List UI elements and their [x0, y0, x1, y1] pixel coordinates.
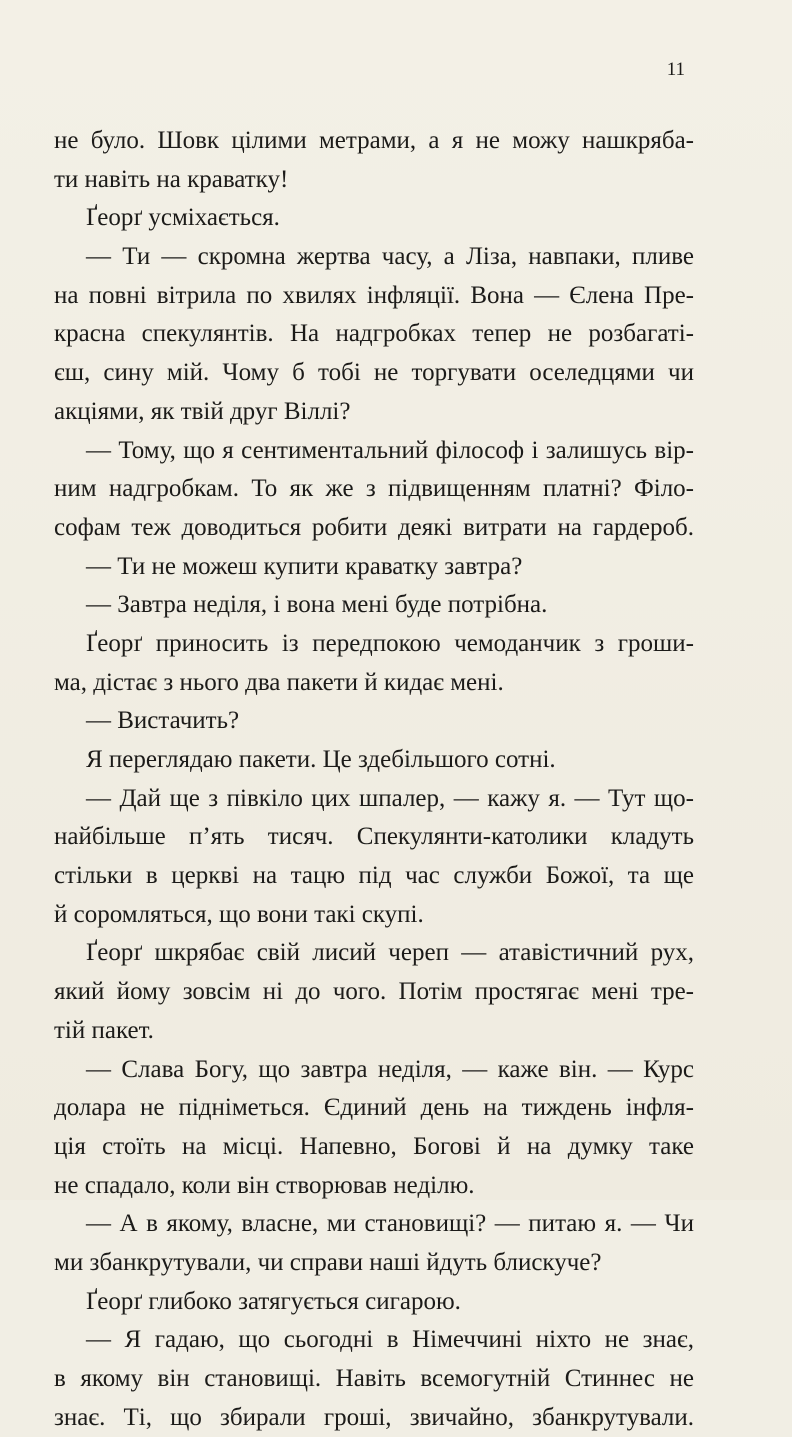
text-line: який йому зовсім ні до чого. Потім простягає мені тре-: [54, 978, 694, 1006]
text-line: Ґеорґ шкрябає свій лисий череп — атавістичний рух,: [86, 939, 694, 967]
text-line: знає. Ті, що збирали гроші, звичайно, збанкрутували.: [54, 1403, 694, 1431]
text-line: — Ти не можеш купити краватку завтра?: [86, 552, 523, 580]
text-line: й соромляться, що вони такі скупі.: [54, 900, 424, 928]
text-line: — Вистачить?: [86, 707, 240, 735]
text-line: красна спекулянтів. На надгробках тепер не розбагаті-: [54, 320, 694, 348]
text-line: — Тому, що я сентиментальний філософ і залишусь вір-: [86, 436, 694, 464]
text-line: софам теж доводиться робити деякі витрати на гардероб.: [54, 513, 694, 541]
text-line: найбільше п’ять тисяч. Спекулянти-католики кладуть: [54, 823, 694, 851]
text-line: єш, сину мій. Чому б тобі не торгувати оселедцями чи: [54, 359, 694, 387]
text-line: тій пакет.: [54, 1016, 154, 1044]
text-line: на повні вітрила по хвилях інфляції. Вона — Єлена Пре-: [54, 281, 694, 309]
text-line: в якому він становищі. Навіть всемогутній Стиннес не: [54, 1365, 694, 1392]
text-line: Ґеорґ усміхається.: [86, 204, 280, 232]
text-line: — Ти — скромна жертва часу, а Ліза, навпаки, пливе: [86, 243, 694, 271]
text-line: — Дай ще з півкіло цих шпалер, — кажу я. — Тут що-: [86, 784, 694, 812]
page-number: 11: [666, 59, 685, 80]
text-line: стільки в церкві на тацю під час служби Божої, та ще: [54, 862, 694, 890]
text-line: — А в якому, власне, ми становищі? — питаю я. — Чи: [86, 1210, 694, 1238]
text-line: ти навіть на краватку!: [54, 165, 289, 193]
text-line: ція стоїть на місці. Напевно, Богові й на думку таке: [54, 1132, 694, 1160]
text-line: — Завтра неділя, і вона мені буде потрібна.: [86, 591, 548, 619]
text-line: ма, дістає з нього два пакети й кидає мені.: [54, 668, 504, 696]
body-text: [54, 122, 694, 1437]
text-line: не було. Шовк цілими метрами, а я не можу нашкряба-: [54, 127, 694, 154]
text-line: долара не підніметься. Єдиний день на тиждень інфля-: [54, 1094, 694, 1122]
text-line: — Слава Богу, що завтра неділя, — каже він. — Курс: [86, 1055, 694, 1083]
text-line: — Я гадаю, що сьогодні в Німеччині ніхто не знає,: [86, 1326, 694, 1354]
text-line: Ґеорґ приносить із передпокою чемоданчик з гроши-: [86, 629, 694, 657]
text-line: Ґеорґ глибоко затягується сигарою.: [86, 1287, 461, 1315]
text-line: не спадало, коли він створював неділю.: [54, 1171, 475, 1199]
text-line: ним надгробкам. То як же з підвищенням платні? Філо-: [54, 475, 694, 503]
text-line: Я переглядаю пакети. Це здебільшого сотні.: [86, 746, 556, 773]
text-line: акціями, як твій друг Віллі?: [54, 397, 351, 425]
text-line: ми збанкрутували, чи справи наші йдуть блискуче?: [54, 1248, 602, 1276]
